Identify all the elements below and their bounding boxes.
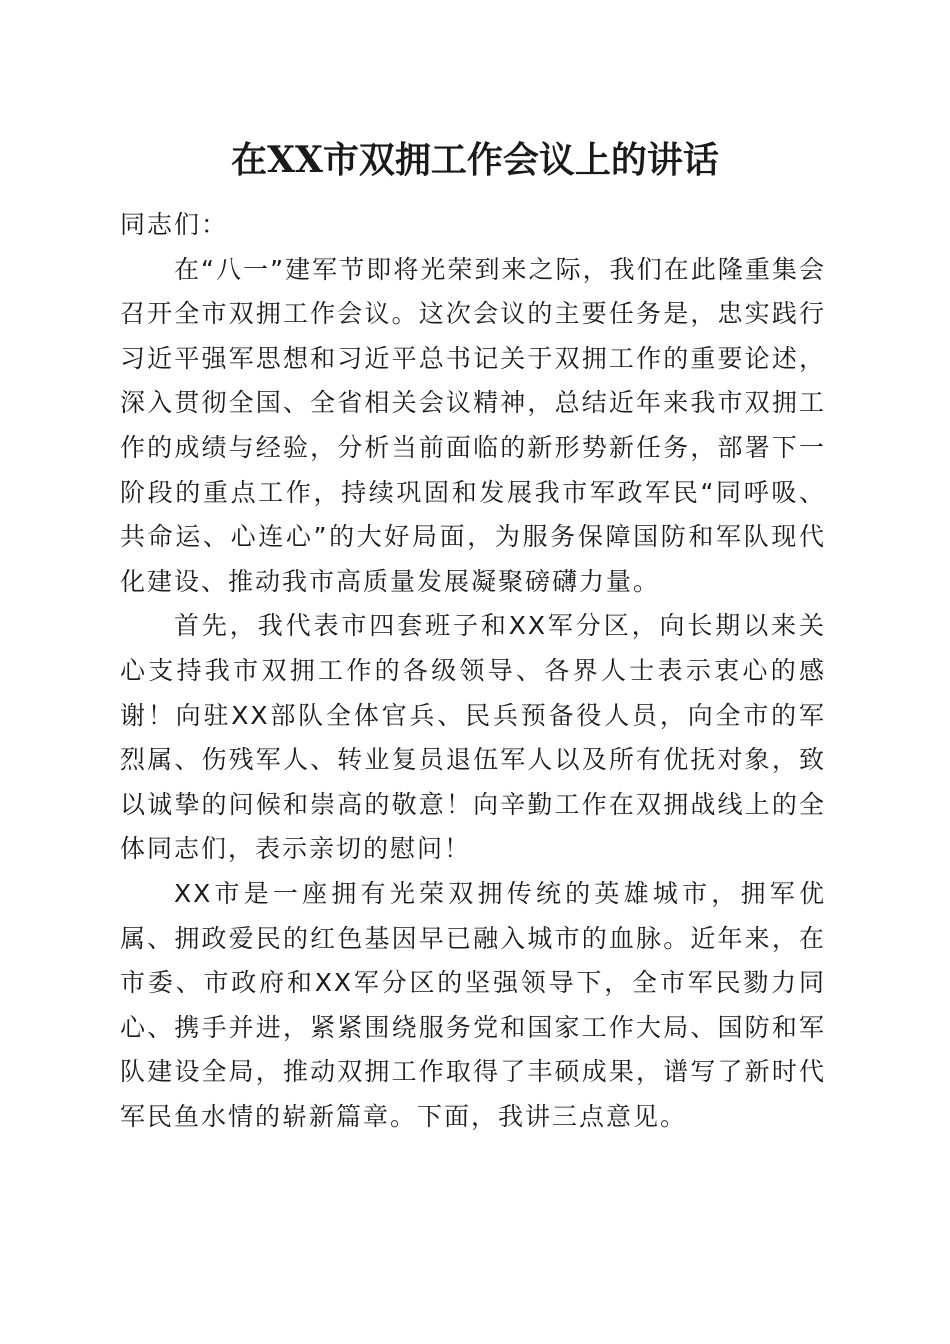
document-body bbox=[120, 203, 826, 1139]
paragraph-2: 首先，我代表市四套班子和XX军分区，向长期以来关心支持我市双拥工作的各级领导、各界人士表示衷心的感谢！向驻XX部队全体官兵、民兵预备役人员，向全市的军烈属、伤残军人、转业复员退伍军人以及所有优抚对象，致以诚挚的问候和崇高的敬意！向辛勤工作在双拥战线上的全体同志们，表示亲切的慰问！ bbox=[120, 611, 826, 864]
salutation: 同志们： bbox=[120, 210, 229, 239]
paragraph-1: 在“八一”建军节即将光荣到来之际，我们在此隆重集会召开全市双拥工作会议。这次会议的主要任务是，忠实践行习近平强军思想和习近平总书记关于双拥工作的重要论述，深入贯彻全国、全省相关会议精神，总结近年来我市双拥工作的成绩与经验，分析当前面临的新形势新任务，部署下一阶段的重点工作，持续巩固和发展我市军政军民“同呼吸、共命运、心连心”的大好局面，为服务保障国防和军队现代化建设、推动我市高质量发展凝聚磅礴力量。 bbox=[120, 254, 826, 596]
document-title: 在XX市双拥工作会议上的讲话 bbox=[231, 139, 719, 181]
paragraph-3: XX市是一座拥有光荣双拥传统的英雄城市，拥军优属、拥政爱民的红色基因早已融入城市的血脉。近年来，在市委、市政府和XX军分区的坚强领导下，全市军民勠力同心、携手并进，紧紧围绕服务党和国家工作大局、国防和军队建设全局，推动双拥工作取得了丰硕成果，谱写了新时代军民鱼水情的崭新篇章。下面，我讲三点意见。 bbox=[120, 878, 826, 1131]
